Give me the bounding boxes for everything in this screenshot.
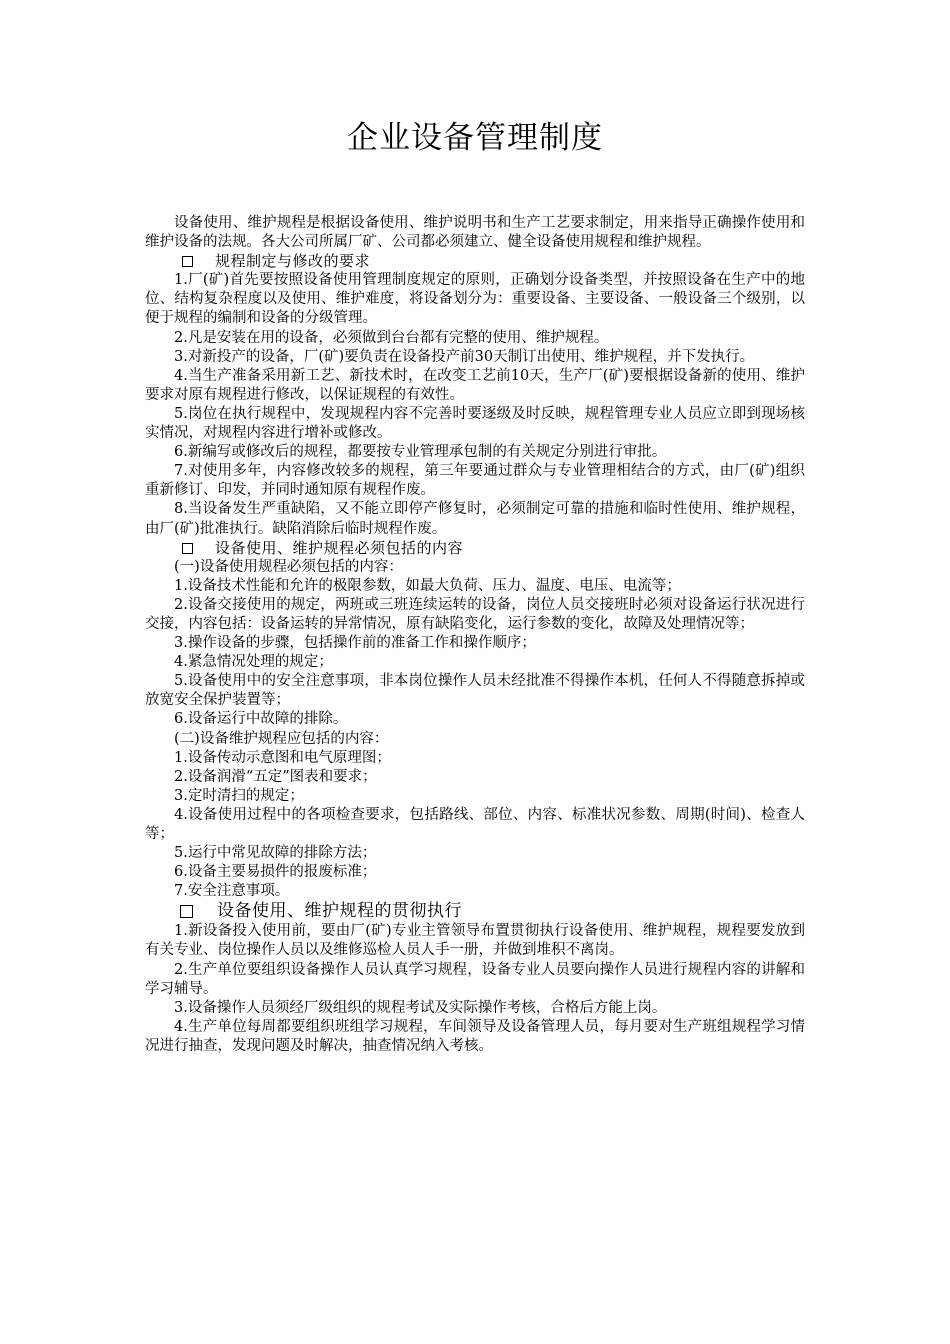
list-item: 5.运行中常见故障的排除方法； <box>174 845 377 862</box>
list-item: 2.凡是安装在用的设备，必须做到台台都有完整的使用、维护规程。 <box>174 329 609 346</box>
list-item: 6.新编写或修改后的规程，都要按专业管理承包制的有关规定分别进行审批。 <box>174 444 667 461</box>
section-heading-3 <box>145 901 805 922</box>
list-item: 3.对新投产的设备，厂(矿)要负责在设备投产前30天制订出使用、维护规程，并下发执行。 <box>174 348 755 365</box>
intro-paragraph: 设备使用、维护规程是根据设备使用、维护说明书和生产工艺要求制定，用来指导正确操作使用和维护设备的法规。各大公司所属厂矿、公司都必须建立、健全设备使用规程和维护规程。 <box>145 215 805 251</box>
list-item: 4.设备使用过程中的各项检查要求，包括路线、部位、内容、标准状况参数、周期(时间)、检查人等； <box>145 806 805 842</box>
checkbox-square-icon <box>180 905 193 918</box>
checkbox-square-icon <box>182 256 193 267</box>
document-title: 企业设备管理制度 <box>347 120 603 156</box>
list-item: 7.对使用多年，内容修改较多的规程，第三年要通过群众与专业管理相结合的方式，由厂(矿)组织重新修订、印发，并同时通知原有规程作废。 <box>145 463 805 499</box>
document-body <box>145 214 805 1056</box>
section-heading-text: 设备使用、维护规程的贯彻执行 <box>217 901 462 922</box>
list-item: 6.设备运行中故障的排除。 <box>174 711 348 728</box>
list-item: 8.当设备发生严重缺陷，又不能立即停产修复时，必须制定可靠的措施和临时性使用、维护规程，由厂(矿)批准执行。缺陷消除后临时规程作废。 <box>145 501 805 537</box>
list-item: 1.厂(矿)首先要按照设备使用管理制度规定的原则，正确划分设备类型，并按照设备在生产中的地位、结构复杂程度以及使用、维护难度，将设备划分为：重要设备、主要设备、一般设备三个级别，以便于规程的编制和设备的分级管理。 <box>145 272 805 327</box>
list-item: 2.设备交接使用的规定，两班或三班连续运转的设备，岗位人员交接班时必须对设备运行状况进行交接，内容包括：设备运转的异常情况，原有缺陷变化，运行参数的变化，故障及处理情况等； <box>145 596 805 632</box>
list-item: 4.生产单位每周都要组织班组学习规程，车间领导及设备管理人员，每月要对生产班组规程学习情况进行抽查，发现问题及时解决，抽查情况纳入考核。 <box>145 1018 805 1054</box>
list-item: 7.安全注意事项。 <box>174 883 290 900</box>
list-item: 5.设备使用中的安全注意事项，非本岗位操作人员未经批准不得操作本机，任何人不得随意拆掉或放宽安全保护装置等； <box>145 673 805 709</box>
list-item: 1.设备传动示意图和电气原理图； <box>174 749 391 766</box>
list-item: 3.操作设备的步骤，包括操作前的准备工作和操作顺序； <box>174 635 536 652</box>
section-heading-text: 规程制定与修改的要求 <box>215 252 371 271</box>
checkbox-square-icon <box>182 543 193 554</box>
list-item: 4.紧急情况处理的规定； <box>174 654 333 671</box>
list-item: 1.设备技术性能和允许的极限参数，如最大负荷、压力、温度、电压、电流等； <box>174 577 681 594</box>
list-item: 3.定时清扫的规定； <box>174 787 304 804</box>
list-item: 3.设备操作人员须经厂级组织的规程考试及实际操作考核，合格后方能上岗。 <box>174 999 667 1016</box>
list-item: 1.新设备投入使用前，要由厂(矿)专业主管领导布置贯彻执行设备使用、维护规程，规程要发放到有关专业、岗位操作人员以及维修巡检人员人手一册，并做到堆积不离岗。 <box>145 923 805 959</box>
subsection-title: (一)设备使用规程必须包括的内容： <box>174 558 403 575</box>
subsection-title: (二)设备维护规程应包括的内容： <box>174 730 389 747</box>
list-item: 5.岗位在执行规程中，发现规程内容不完善时要逐级及时反映，规程管理专业人员应立即到现场核实情况，对规程内容进行增补或修改。 <box>145 405 805 442</box>
section-heading-1 <box>145 252 805 271</box>
list-item: 4.当生产准备采用新工艺、新技术时，在改变工艺前10天，生产厂(矿)要根据设备新的使用、维护要求对原有规程进行修改，以保证规程的有效性。 <box>145 367 805 403</box>
list-item: 2.生产单位要组织设备操作人员认真学习规程，设备专业人员要向操作人员进行规程内容的讲解和学习辅导。 <box>145 961 805 997</box>
section-heading-2 <box>145 539 805 558</box>
section-heading-text: 设备使用、维护规程必须包括的内容 <box>215 538 464 557</box>
list-item: 6.设备主要易损件的报废标准； <box>174 864 377 881</box>
list-item: 2.设备润滑“五定”图表和要求； <box>174 768 377 785</box>
